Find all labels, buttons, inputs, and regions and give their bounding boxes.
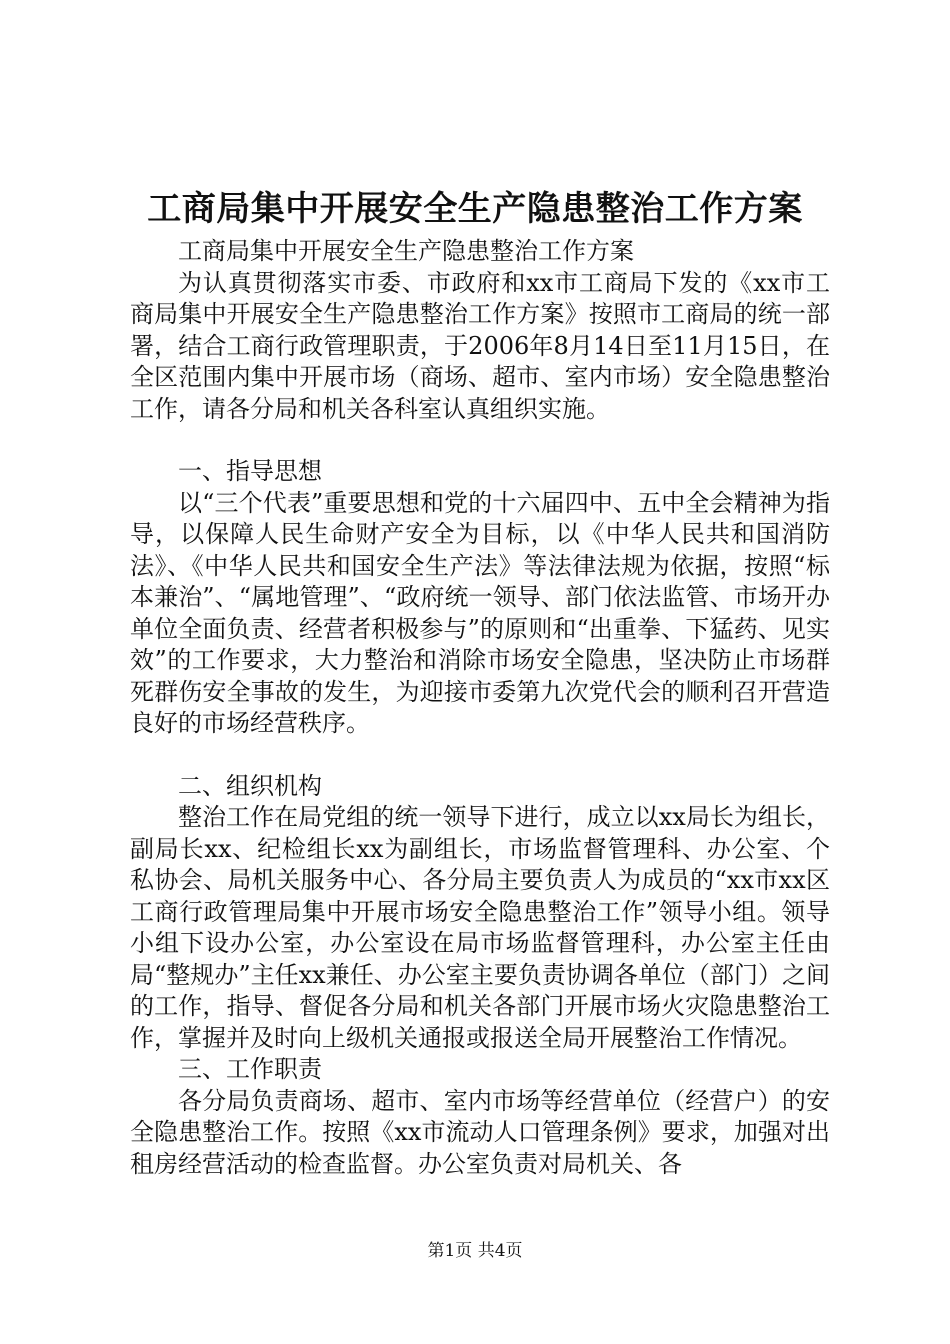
section-text-responsibilities: 各分局负责商场、超市、室内市场等经营单位（经营户）的安全隐患整治工作。按照《xx市流动人口管理条例》要求，加强对出租房经营活动的检查监督。办公室负责对局机关、各 — [130, 1086, 830, 1178]
section-text-organization: 整治工作在局党组的统一领导下进行，成立以xx局长为组长，副局长xx、纪检组长xx为副组长，市场监督管理科、办公室、个私协会、局机关服务中心、各分局主要负责人为成员的“xx市xx区工商行政管理局集中开展市场安全隐患整治工作”领导小组。领导小组下设办公室，办公室设在局市场监督管理科，办公室主任由局“整规办”主任xx兼任、办公室主要负责协调各单位（部门）之间的工作，指导、督促各分局和机关各部门开展市场火灾隐患整治工作，掌握并及时向上级机关通报或报送全局开展整治工作情况。 — [130, 803, 830, 1052]
paragraph-gap — [130, 740, 830, 771]
document-subtitle: 工商局集中开展安全生产隐患整治工作方案 — [178, 237, 634, 265]
document-body — [130, 236, 830, 1180]
document-title: 工商局集中开展安全生产隐患整治工作方案 — [147, 189, 803, 229]
section-heading-guiding-ideology: 一、指导思想 — [178, 457, 322, 485]
page-footer: 第1页 共4页 — [427, 1241, 523, 1261]
section-text-guiding-ideology: 以“三个代表”重要思想和党的十六届四中、五中全会精神为指导，以保障人民生命财产安全为目标，以《中华人民共和国消防法》、《中华人民共和国安全生产法》等法律法规为依据，按照“标本兼治”、“属地管理”、“政府统一领导、部门依法监管、市场开办单位全面负责、经营者积极参与”的原则和“出重拳、下猛药、见实效”的工作要求，大力整治和消除市场安全隐患，坚决防止市场群死群伤安全事故的发生，为迎接市委第九次党代会的顺利召开营造良好的市场经营秩序。 — [130, 488, 830, 737]
section-heading-organization: 二、组织机构 — [178, 771, 322, 800]
section-heading-responsibilities: 三、工作职责 — [178, 1055, 322, 1083]
intro-paragraph: 为认真贯彻落实市委、市政府和xx市工商局下发的《xx市工商局集中开展安全生产隐患整治工作方案》按照市工商局的统一部署，结合工商行政管理职责，于2006年8月14日至11月15日，在全区范围内集中开展市场（商场、超市、室内市场）安全隐患整治工作，请各分局和机关各科室认真组织实施。 — [130, 268, 830, 423]
paragraph-gap — [130, 425, 830, 456]
